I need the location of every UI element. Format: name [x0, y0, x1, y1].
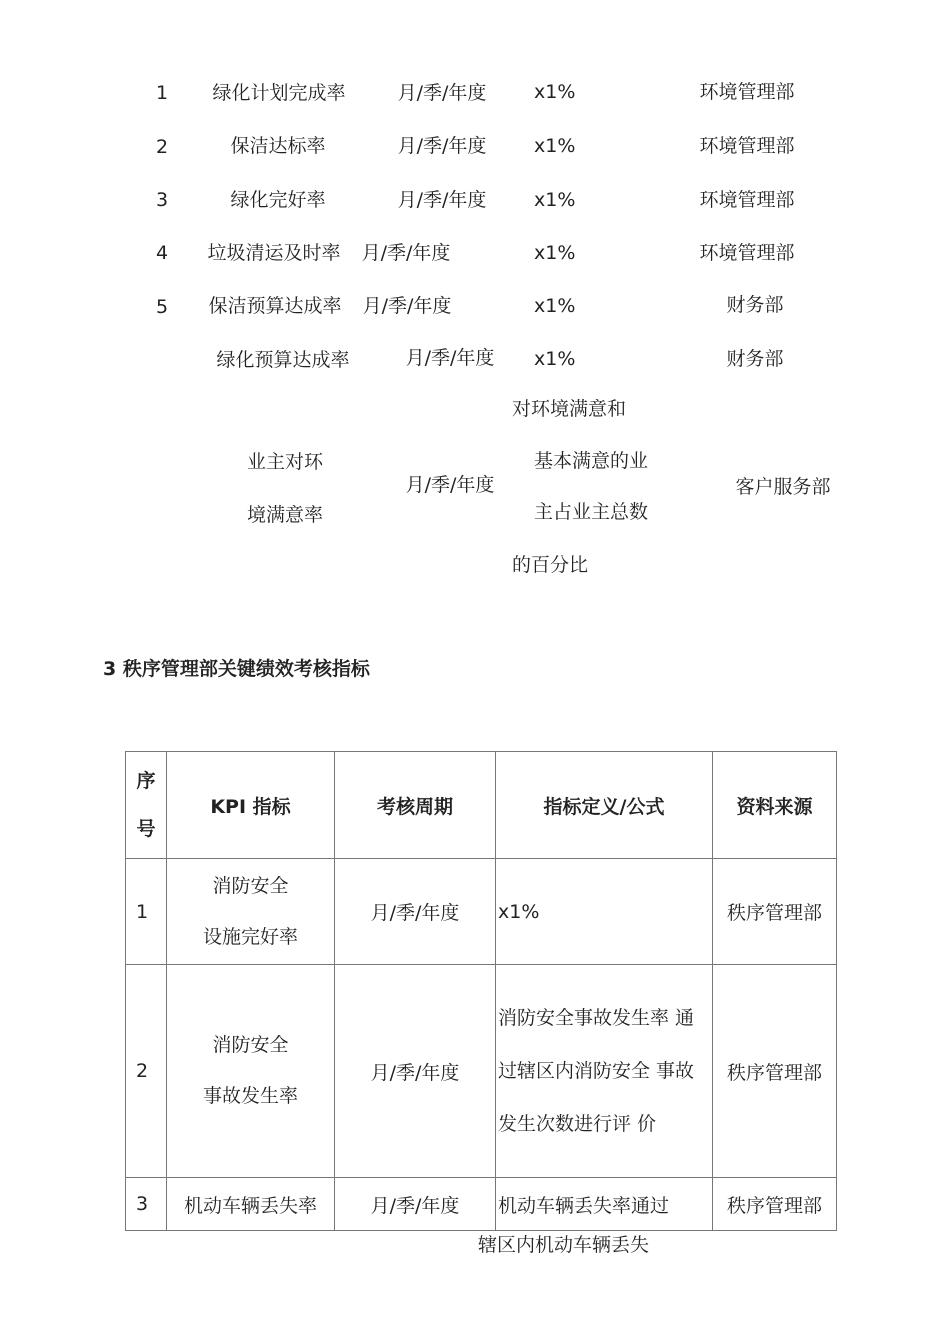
formula: x1%	[534, 295, 576, 317]
source: 环境管理部	[699, 81, 795, 103]
header-source: 资料来源	[713, 752, 837, 859]
kpi-line: 消防安全	[212, 874, 289, 897]
period: 月/季/年度	[405, 474, 495, 496]
kpi-line: 事故发生率	[202, 1085, 298, 1107]
kpi-name: 绿化完好率	[230, 189, 326, 211]
kpi-cell	[167, 859, 335, 965]
row-number: 5	[155, 296, 169, 318]
kpi-line: 设施完好率	[202, 925, 298, 948]
formula-line: 发生次数进行评 价	[498, 1112, 657, 1135]
source-cell: 秩序管理部	[713, 1178, 837, 1231]
header-seq-line: 号	[136, 818, 156, 840]
period: 月/季/年度	[397, 189, 487, 211]
row-number: 2	[126, 965, 167, 1178]
table-header-row	[126, 752, 837, 859]
source: 环境管理部	[699, 242, 795, 264]
source: 财务部	[726, 348, 784, 370]
formula-line: 消防安全事故发生率 通	[498, 1006, 695, 1029]
kpi-name: 绿化预算达成率	[216, 349, 350, 371]
formula-cell	[496, 1178, 713, 1231]
formula-line: 过辖区内消防安全 事故	[498, 1059, 695, 1082]
formula-cell	[496, 859, 713, 965]
header-period: 考核周期	[335, 752, 496, 859]
header-seq-line: 序	[136, 770, 156, 792]
period-cell: 月/季/年度	[335, 965, 496, 1178]
header-seq	[126, 752, 167, 859]
kpi-name: 保洁预算达成率	[208, 295, 342, 317]
kpi-name: 保洁达标率	[230, 135, 326, 157]
formula: x1%	[534, 189, 576, 211]
source: 环境管理部	[699, 135, 795, 157]
table-row	[126, 965, 837, 1178]
kpi-name-line: 境满意率	[246, 504, 324, 526]
source: 环境管理部	[699, 189, 795, 211]
header-formula: 指标定义/公式	[496, 752, 713, 859]
row-number: 4	[155, 242, 169, 264]
section-heading: 3 秩序管理部关键绩效考核指标	[103, 658, 370, 680]
formula-line: 对环境满意和	[512, 398, 627, 420]
formula: x1%	[534, 135, 576, 157]
period: 月/季/年度	[361, 242, 451, 264]
period: 月/季/年度	[397, 135, 487, 157]
formula-line: 基本满意的业	[534, 450, 649, 472]
formula: x1%	[534, 81, 576, 103]
table-row	[126, 1178, 837, 1231]
kpi-line: 机动车辆丢失率	[183, 1194, 317, 1217]
source: 客户服务部	[735, 476, 831, 498]
kpi-name: 垃圾清运及时率	[207, 242, 341, 264]
row-number: 3	[155, 189, 169, 211]
row-number: 3	[126, 1178, 167, 1231]
formula-line: 的百分比	[512, 554, 589, 576]
period-cell: 月/季/年度	[335, 1178, 496, 1231]
formula-continuation: 辖区内机动车辆丢失	[478, 1234, 650, 1256]
formula-line: x1%	[498, 900, 540, 923]
formula-line: 主占业主总数	[534, 501, 649, 523]
row-number: 1	[126, 859, 167, 965]
kpi-table	[125, 751, 837, 1231]
source: 财务部	[726, 294, 784, 316]
kpi-cell	[167, 965, 335, 1178]
period: 月/季/年度	[405, 347, 495, 369]
row-number: 1	[155, 82, 169, 104]
formula: x1%	[534, 348, 576, 370]
source-cell: 秩序管理部	[713, 965, 837, 1178]
kpi-cell	[167, 1178, 335, 1231]
kpi-name-line: 业主对环	[246, 451, 324, 473]
table-row	[126, 859, 837, 965]
formula-line: 机动车辆丢失率通过	[498, 1194, 670, 1217]
period: 月/季/年度	[362, 295, 452, 317]
header-kpi: KPI 指标	[167, 752, 335, 859]
period-cell: 月/季/年度	[335, 859, 496, 965]
source-cell: 秩序管理部	[713, 859, 837, 965]
row-number: 2	[155, 136, 169, 158]
kpi-name: 绿化计划完成率	[212, 82, 346, 104]
period: 月/季/年度	[397, 82, 487, 104]
formula-cell	[496, 965, 713, 1178]
formula: x1%	[534, 242, 576, 264]
kpi-line: 消防安全	[212, 1034, 289, 1056]
